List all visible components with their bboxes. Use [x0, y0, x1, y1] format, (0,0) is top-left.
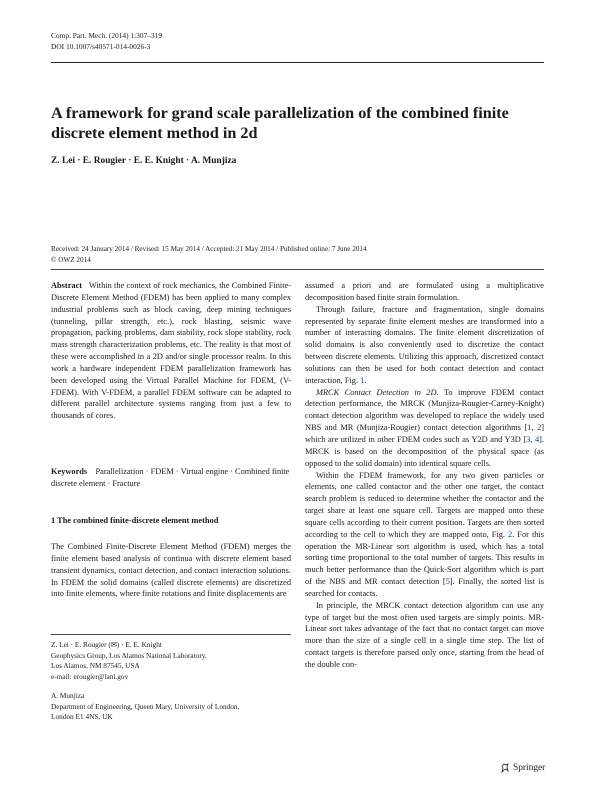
- affil-authors-2: A. Munjiza: [51, 691, 85, 700]
- keywords-label: Keywords: [51, 467, 88, 476]
- paragraph: In principle, the MRCK contact detection algorithm can use any type of target but the most often used targets are simply points. MR-Linear sort takes advantage of the fact that no contact target can move more than the size of a single cell in a single time step. The list of contact targets is therefore parsed only once, starting from the head of the double con-: [305, 600, 544, 669]
- affil-line: Los Alamos, NM 87545, USA: [51, 661, 140, 670]
- citation-link[interactable]: 4: [534, 434, 540, 444]
- figure-ref-link[interactable]: 1: [360, 375, 365, 385]
- affil-line: Department of Engineering, Queen Mary, University of London,: [51, 701, 240, 711]
- section-heading: 1 The combined finite-discrete element method: [51, 516, 219, 525]
- paragraph: assumed a priori and are formulated using a multiplicative decomposition based finite strain formulation.: [305, 281, 544, 302]
- footnote-rule: [51, 634, 291, 635]
- affiliations: [51, 640, 291, 732]
- citation-link[interactable]: 3: [526, 434, 531, 444]
- author-4[interactable]: A. Munjiza: [191, 156, 237, 166]
- right-column: [305, 280, 544, 671]
- citation-link[interactable]: 5: [445, 577, 450, 587]
- journal-citation: Comp. Part. Mech. (2014) 1:307–319: [51, 31, 163, 40]
- author-separator: ·: [183, 156, 191, 166]
- dates-rule: [51, 269, 544, 270]
- history-dates: Received: 24 January 2014 / Revised: 15 May 2014 / Accepted: 21 May 2014 / Published online: 7 June 2014: [51, 245, 367, 253]
- author-1[interactable]: Z. Lei: [51, 156, 75, 166]
- affil-authors-1: Z. Lei · E. Rougier (✉) · E. E. Knight: [51, 640, 162, 649]
- author-2[interactable]: E. Rougier: [82, 156, 126, 166]
- abstract-text: Within the context of rock mechanics, the Combined Finite-Discrete Element Method (FDEM) has been applied to many complex industrial problems such as block caving, deep mining techniques (tunneling, pillar strength, etc.), rock blasting, seismic wave propagation, packing problems, dam stability, rock slope stability, rock mass strength characterization problems, etc. The reality is that most of these were accomplished in a 2D and/or single processor realm. In this work a hardware independent FDEM parallelization framework has been developed using the Virtual Parallel Machine for FDEM, (V-FDEM). With V-FDEM, a parallel FDEM software can be adapted to different parallel architecture systems ranging from just a few to thousands of cores.: [51, 281, 291, 421]
- journal-header: [51, 30, 162, 52]
- publisher-logo: [500, 763, 545, 773]
- section-body: [51, 541, 291, 600]
- subsection-title: MRCK Contact Detection in 2D.: [316, 387, 439, 397]
- abstract-label: Abstract: [51, 281, 83, 290]
- paragraph: Through failure, fracture and fragmentation, single domains represented by separate finite element meshes are transformed into a number of interacting domains. The finite element discretization of solid domains is also conveniently used to discretize the contact between discrete elements. Utilizing this approach, discretized contact solutions can then be used for both contact detection and contact interaction, Fig. 1.: [305, 304, 544, 385]
- paragraph: MRCK Contact Detection in 2D. To improve FDEM contact detection performance, the MRCK (Munjiza-Rougier-Carney-Knight) contact detection algorithm was developed to replace the widely used NBS and MR (Munjiza-Rougier) contact detection algorithms [1, 2] which are utilized in other FDEM codes such as Y2D and Y3D [3, 4]. MRCK is based on the decomposition of the physical space (as opposed to the solid domain) into identical square cells.: [305, 387, 545, 468]
- affil-line: London E1 4NS, UK: [51, 712, 113, 721]
- citation-link[interactable]: 1: [527, 423, 532, 433]
- paper-title: A framework for grand scale parallelization of the combined finite discrete element method in 2d: [51, 104, 509, 142]
- publication-dates: [51, 244, 367, 266]
- affil-line: Geophysics Group, Los Alamos National Laboratory,: [51, 650, 207, 660]
- abstract: [51, 280, 291, 422]
- author-separator: ·: [125, 156, 134, 166]
- header-rule: [51, 62, 544, 63]
- publisher-name: Springer: [513, 763, 546, 773]
- springer-horse-icon: [500, 763, 510, 773]
- figure-ref-link[interactable]: 2: [508, 529, 513, 539]
- author-list: [51, 156, 236, 166]
- email-link[interactable]: e-mail: erougier@lanl.gov: [51, 671, 129, 681]
- keywords-text: Parallelization · FDEM · Virtual engine · Combined finite discrete element · Fracture: [51, 467, 290, 488]
- doi-line: DOI 10.1007/s40571-014-0026-3: [51, 42, 151, 51]
- citation-link[interactable]: 2: [537, 423, 542, 433]
- copyright-line: © OWZ 2014: [51, 256, 91, 264]
- section-paragraph: The Combined Finite-Discrete Element Method (FDEM) merges the finite element based analysis of continua with discrete element based transient dynamics, contact detection, and contact interaction solutions. In FDEM the solid domains (called discrete elements) are discretized into finite elements, where finite rotations and finite displacements are: [51, 542, 291, 599]
- keywords: [51, 466, 291, 490]
- paragraph: Within the FDEM framework, for any two given particles or elements, one called contactor and the other one target, the contact search problem is reduced to determine whether the contactor and the target share at least one square cell. Targets are mapped onto these square cells according to their current position. Targets are then sorted according to the cell to which they are mapped onto, Fig. 2. For this operation the MR-Linear sort algorithm is used, which has a total sorting time proportional to the total number of targets. This results in much better performance than the Quick-Sort algorithm which is part of the NBS and MR contact detection [5]. Finally, the sorted list is searched for contacts.: [305, 470, 544, 598]
- author-3[interactable]: E. E. Knight: [133, 156, 184, 166]
- author-separator: ·: [74, 156, 83, 166]
